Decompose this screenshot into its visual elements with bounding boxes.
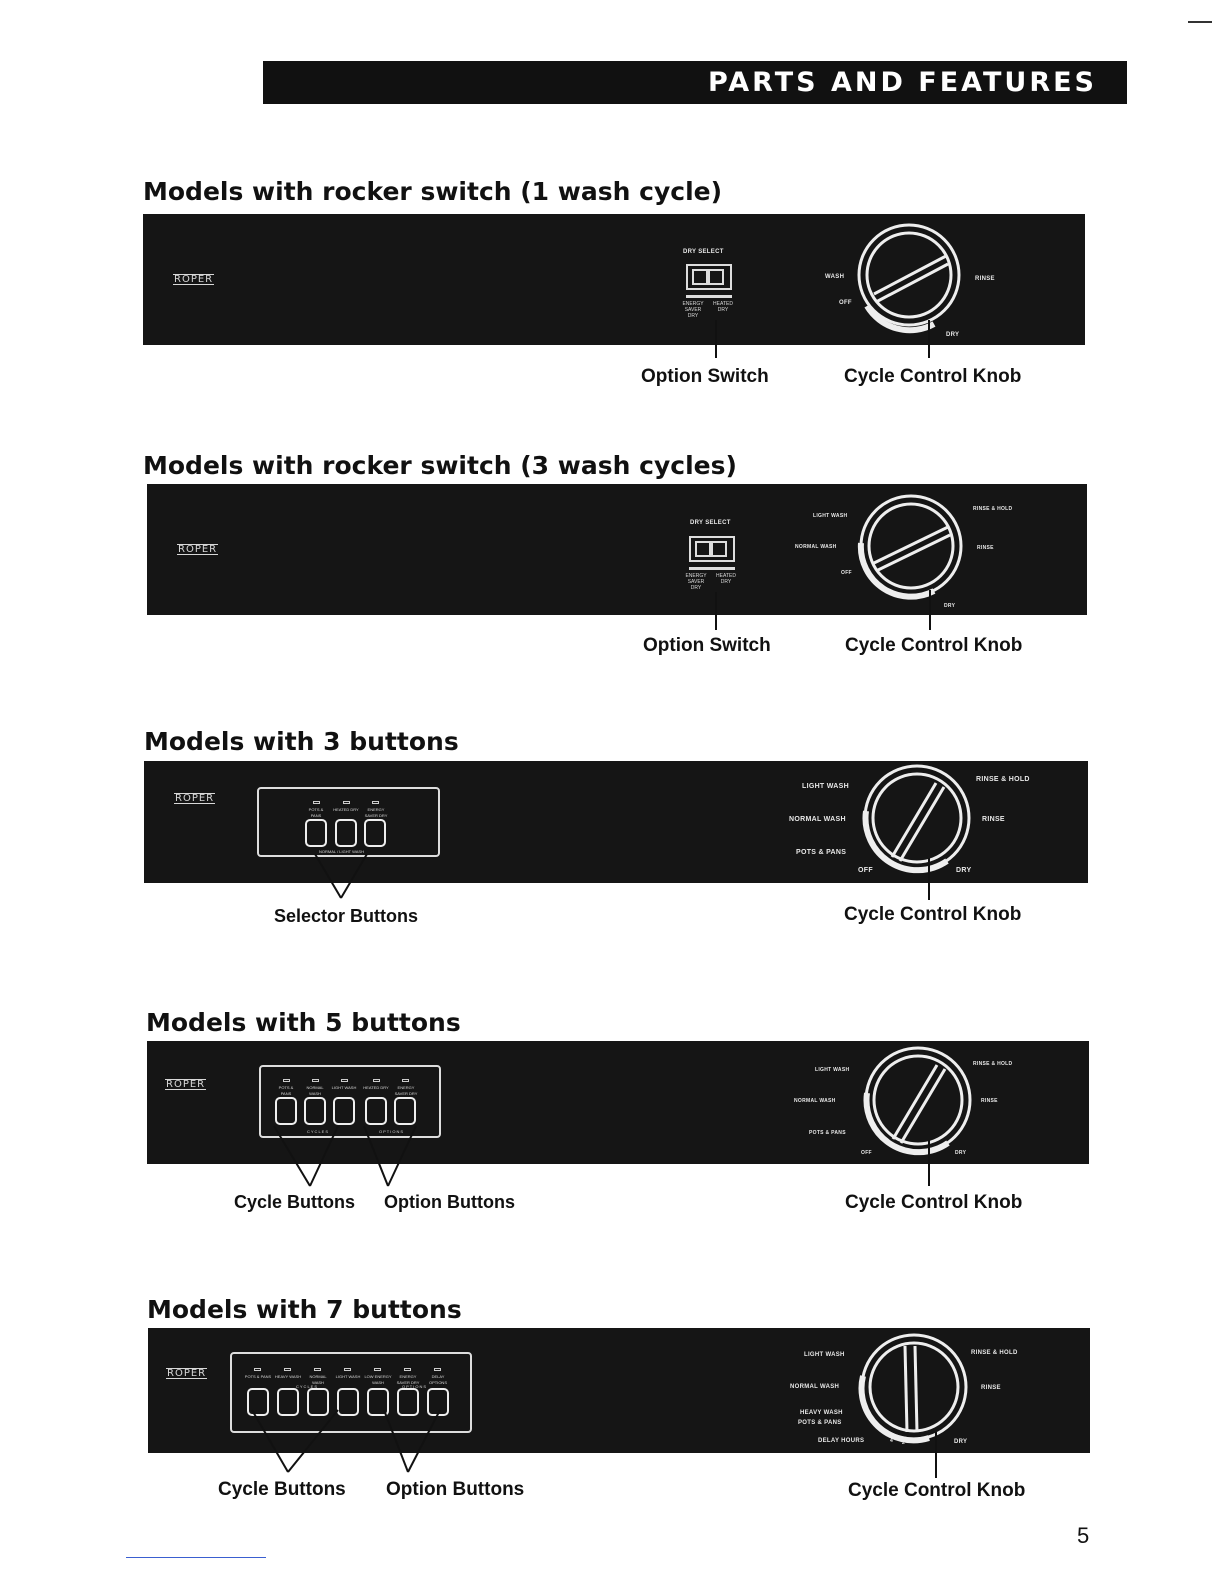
- dial-label-normal-wash: NORMAL WASH: [794, 1098, 836, 1104]
- dial-label-rinse-hold: RINSE & HOLD: [973, 1061, 1013, 1067]
- button-label: LIGHT WASH: [331, 1085, 357, 1090]
- cycle-control-knob[interactable]: [863, 1045, 983, 1165]
- brand-logo: ROPER: [167, 1368, 207, 1379]
- cycle-buttons-callout: Cycle Buttons: [234, 1192, 356, 1212]
- indicator-light: [312, 1079, 319, 1082]
- control-panel: [143, 214, 1085, 345]
- control-panel: [144, 761, 1088, 883]
- button-label: LIGHT WASH: [335, 1374, 361, 1379]
- dial-label-light-wash: LIGHT WASH: [804, 1352, 845, 1358]
- header-title: PARTS AND FEATURES: [707, 67, 1097, 98]
- section-title: Models with rocker switch (1 wash cycle): [143, 177, 723, 206]
- indicator-light: [341, 1079, 348, 1082]
- section-title: Models with rocker switch (3 wash cycles): [143, 451, 737, 480]
- cycle-knob-callout: Cycle Control Knob: [844, 904, 1022, 925]
- button-label: ENERGY SAVER DRY: [396, 1374, 420, 1385]
- indicator-light: [372, 801, 379, 804]
- dial-label-rinse-hold: RINSE & HOLD: [976, 776, 1030, 783]
- heated-dry-button[interactable]: [335, 819, 357, 847]
- button-label: HEATED DRY: [333, 807, 359, 812]
- dial-label-rinse: RINSE: [982, 816, 1005, 823]
- selector-button-group: [257, 787, 440, 857]
- button-label: POTS & PANS: [308, 807, 324, 818]
- dial-label-heavy-wash: HEAVY WASH: [800, 1410, 843, 1416]
- brand-logo: ROPER: [174, 274, 214, 285]
- option-buttons-callout: Option Buttons: [384, 1192, 515, 1212]
- bottom-rule: [126, 1557, 266, 1558]
- cycle-knob-callout: Cycle Control Knob: [848, 1480, 1026, 1501]
- dial-label-pots-pans: POTS & PANS: [796, 849, 847, 856]
- delay-mark: 2: [902, 1440, 906, 1446]
- knob-leader: [928, 858, 930, 900]
- cycle-control-knob[interactable]: [859, 1332, 979, 1452]
- group-label-options: OPTIONS: [402, 1384, 428, 1389]
- dial-label-dry: DRY: [944, 603, 956, 609]
- option-switch-leader: [715, 320, 717, 358]
- group-label-options: OPTIONS: [379, 1129, 405, 1134]
- cycle-knob-callout: Cycle Control Knob: [844, 366, 1022, 387]
- button-group-leaders: [244, 1408, 444, 1474]
- section-title: Models with 5 buttons: [146, 1008, 461, 1037]
- dial-label-off: OFF: [858, 867, 873, 874]
- section-title: Models with 3 buttons: [144, 727, 459, 756]
- dial-label-rinse: RINSE: [975, 276, 995, 282]
- button-label: LOW ENERGY WASH: [364, 1374, 392, 1385]
- pots-pans-button[interactable]: [275, 1097, 297, 1125]
- dial-label-rinse: RINSE: [977, 545, 994, 551]
- indicator-light: [373, 1079, 380, 1082]
- dial-label-wash: WASH: [825, 274, 845, 280]
- button-label: POTS & PANS: [278, 1085, 294, 1096]
- option-rocker-switch[interactable]: [686, 264, 732, 290]
- light-wash-button[interactable]: [333, 1097, 355, 1125]
- brand-logo: ROPER: [178, 544, 218, 555]
- header-bar: [263, 61, 1127, 104]
- dial-label-dry: DRY: [946, 332, 960, 338]
- knob-leader: [935, 1432, 937, 1478]
- button-group-leaders: [270, 1124, 440, 1190]
- button-label: ENERGY SAVER DRY: [364, 807, 388, 818]
- option-buttons-callout: Option Buttons: [386, 1479, 525, 1500]
- indicator-light: [284, 1368, 291, 1371]
- group-label: NORMAL / LIGHT WASH: [319, 849, 364, 854]
- dial-label-light-wash: LIGHT WASH: [802, 783, 849, 790]
- knob-leader: [929, 590, 931, 630]
- dial-label-delay-hours: DELAY HOURS: [818, 1438, 865, 1444]
- dial-label-light-wash: LIGHT WASH: [815, 1067, 850, 1073]
- option-switch-callout: Option Switch: [641, 366, 769, 387]
- dial-label-off: OFF: [861, 1150, 872, 1156]
- dial-label-normal-wash: NORMAL WASH: [795, 544, 837, 550]
- dial-label-off: OFF: [841, 570, 852, 576]
- dry-select-label: DRY SELECT: [683, 249, 724, 255]
- switch-base: [689, 567, 735, 570]
- dial-label-normal-wash: NORMAL WASH: [789, 816, 846, 823]
- cycle-control-knob[interactable]: [862, 763, 982, 883]
- selector-buttons-callout: Selector Buttons: [274, 906, 419, 926]
- control-panel: [147, 484, 1087, 615]
- indicator-light: [314, 1368, 321, 1371]
- indicator-light: [254, 1368, 261, 1371]
- switch-right-label: HEATED DRY: [716, 573, 736, 585]
- dial-label-rinse-hold: RINSE & HOLD: [973, 506, 1013, 512]
- normal-wash-button[interactable]: [304, 1097, 326, 1125]
- group-label-cycles: CYCLES: [307, 1129, 330, 1134]
- dial-label-normal-wash: NORMAL WASH: [790, 1384, 840, 1390]
- option-switch-callout: Option Switch: [643, 635, 771, 656]
- brand-logo: ROPER: [175, 793, 215, 804]
- group-label-cycles: CYCLES: [296, 1384, 319, 1389]
- heated-dry-button[interactable]: [365, 1097, 387, 1125]
- indicator-light: [434, 1368, 441, 1371]
- dial-label-rinse-hold: RINSE & HOLD: [971, 1350, 1018, 1356]
- indicator-light: [402, 1079, 409, 1082]
- brand-logo: ROPER: [166, 1079, 206, 1090]
- cycle-knob-callout: Cycle Control Knob: [845, 635, 1023, 656]
- dial-label-light-wash: LIGHT WASH: [813, 513, 848, 519]
- button-label: POTS & PANS: [244, 1374, 272, 1379]
- corner-mark: [1188, 21, 1212, 23]
- button-label: NORMAL WASH: [306, 1085, 324, 1096]
- dial-label-pots-pans: POTS & PANS: [798, 1420, 842, 1426]
- indicator-light: [313, 801, 320, 804]
- button-label: HEATED DRY: [363, 1085, 389, 1090]
- energy-saver-dry-button[interactable]: [394, 1097, 416, 1125]
- cycle-knob-callout: Cycle Control Knob: [845, 1192, 1023, 1213]
- knob-leader: [928, 1140, 930, 1186]
- knob-leader: [928, 320, 930, 358]
- dial-label-pots-pans: POTS & PANS: [809, 1130, 846, 1136]
- delay-mark: 4: [890, 1438, 894, 1444]
- cycle-buttons-callout: Cycle Buttons: [218, 1479, 346, 1500]
- dial-label-dry: DRY: [955, 1150, 967, 1156]
- page-number: 5: [1077, 1523, 1090, 1548]
- dial-label-rinse: RINSE: [981, 1098, 998, 1104]
- indicator-light: [343, 801, 350, 804]
- option-rocker-switch[interactable]: [689, 536, 735, 562]
- button-label: NORMAL WASH: [309, 1374, 327, 1385]
- dial-label-dry: DRY: [954, 1439, 968, 1445]
- switch-left-label: ENERGY SAVER DRY: [685, 573, 707, 591]
- switch-left-label: ENERGY SAVER DRY: [682, 301, 704, 319]
- button-label: DELAY OPTIONS: [428, 1374, 447, 1385]
- indicator-light: [374, 1368, 381, 1371]
- dry-select-label: DRY SELECT: [690, 520, 731, 526]
- indicator-light: [344, 1368, 351, 1371]
- button-label: HEAVY WASH: [274, 1374, 302, 1379]
- button-label: ENERGY SAVER DRY: [394, 1085, 418, 1096]
- indicator-light: [404, 1368, 411, 1371]
- dial-label-dry: DRY: [956, 867, 972, 874]
- switch-right-label: HEATED DRY: [713, 301, 733, 313]
- switch-base: [686, 295, 732, 298]
- indicator-light: [283, 1079, 290, 1082]
- dial-label-rinse: RINSE: [981, 1385, 1001, 1391]
- dial-label-off: OFF: [839, 300, 852, 306]
- cycle-control-knob[interactable]: [854, 220, 974, 340]
- pots-pans-button[interactable]: [305, 819, 327, 847]
- cycle-control-knob[interactable]: [856, 491, 976, 611]
- energy-saver-dry-button[interactable]: [364, 819, 386, 847]
- selector-buttons-leader: [313, 852, 393, 902]
- option-switch-leader: [715, 592, 717, 630]
- section-title: Models with 7 buttons: [147, 1295, 462, 1324]
